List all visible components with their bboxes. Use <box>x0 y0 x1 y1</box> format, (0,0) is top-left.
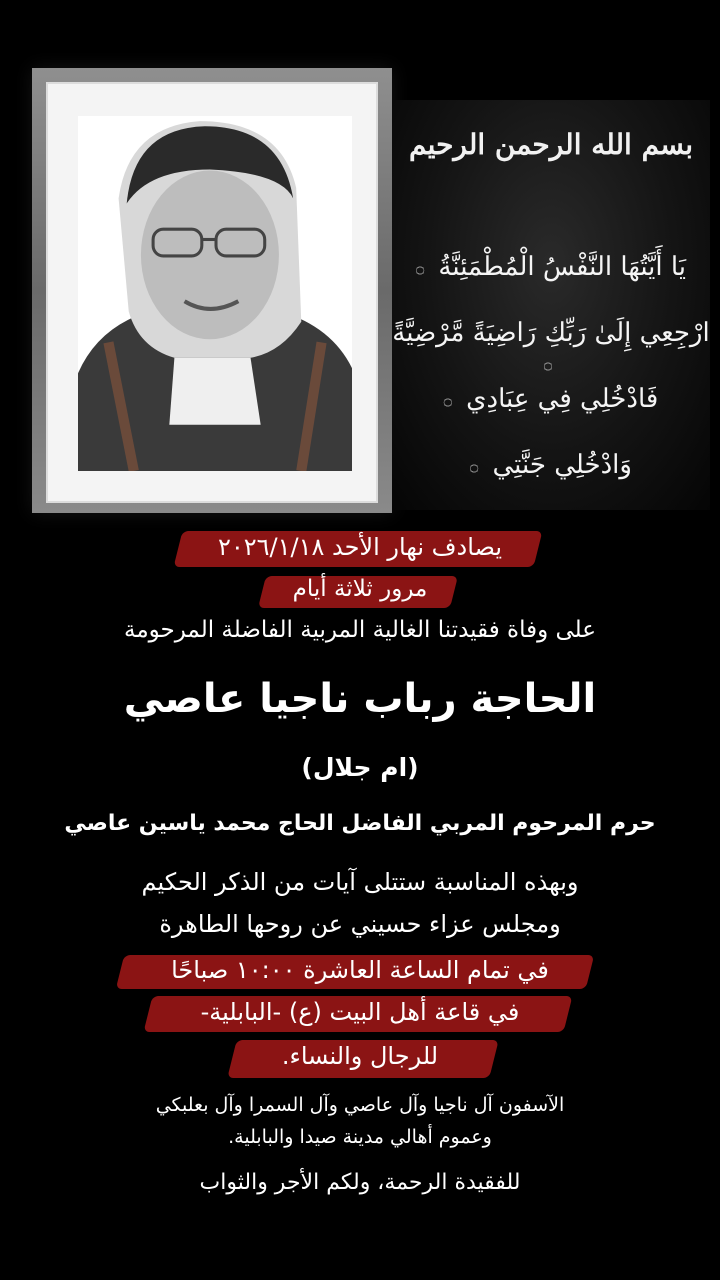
ayah-mark-icon: ۝ <box>415 260 425 276</box>
photo-mat <box>46 82 378 503</box>
verse-text: يَا أَيَّتُهَا النَّفْسُ الْمُطْمَئِنَّةُ <box>438 252 687 282</box>
deceased-name: الحاجة رباب ناجيا عاصي <box>123 676 597 722</box>
wife-of-line: حرم المرحوم المربي الفاضل الحاج محمد ياسين عاصي <box>64 811 656 836</box>
photo-frame <box>32 68 392 513</box>
families-line-1: الآسفون آل ناجيا وآل عاصي وآل السمرا وآل بعلبكي <box>155 1094 565 1116</box>
date-line: يصادف نهار الأحد ٢٠٢٦/١/١٨ <box>217 533 503 561</box>
verse-line-2 <box>392 318 710 378</box>
families-line-2: وعموم أهالي مدينة صيدا والبابلية. <box>228 1126 492 1148</box>
verse-line-4 <box>392 450 710 480</box>
ayah-mark-icon: ۝ <box>470 458 479 474</box>
three-days-line: مرور ثلاثة أيام <box>292 576 428 602</box>
attendees-line: للرجال والنساء. <box>281 1042 439 1070</box>
verse-line-1 <box>392 252 710 282</box>
hall-line: في قاعة أهل البيت (ع) -البابلية- <box>200 998 520 1026</box>
time-line: في تمام الساعة العاشرة ١٠:٠٠ صباحًا <box>171 956 549 984</box>
deceased-portrait <box>78 116 352 471</box>
verse-line-3 <box>392 384 710 414</box>
basmala-calligraphy: بسم الله الرحمن الرحيم <box>409 128 693 161</box>
death-line: على وفاة فقيدتنا الغالية المربية الفاضلة المرحومة <box>123 617 597 643</box>
closing-line: للفقيدة الرحمة، ولكم الأجر والثواب <box>199 1170 521 1195</box>
quran-verses-panel <box>392 100 710 510</box>
verse-text: ارْجِعِي إِلَىٰ رَبِّكِ رَاضِيَةً مَّرْضِيَّةً <box>392 318 710 348</box>
deceased-kunya: (ام جلال) <box>301 753 419 782</box>
recitation-line-1: وبهذه المناسبة ستتلى آيات من الذكر الحكيم <box>141 868 579 896</box>
verse-text: فَادْخُلِي فِي عِبَادِي <box>466 384 659 414</box>
ayah-mark-icon: ۝ <box>543 356 553 372</box>
verse-text: وَادْخُلِي جَنَّتِي <box>492 450 632 480</box>
ayah-mark-icon: ۝ <box>443 392 452 408</box>
recitation-line-2: ومجلس عزاء حسيني عن روحها الطاهرة <box>159 910 561 938</box>
